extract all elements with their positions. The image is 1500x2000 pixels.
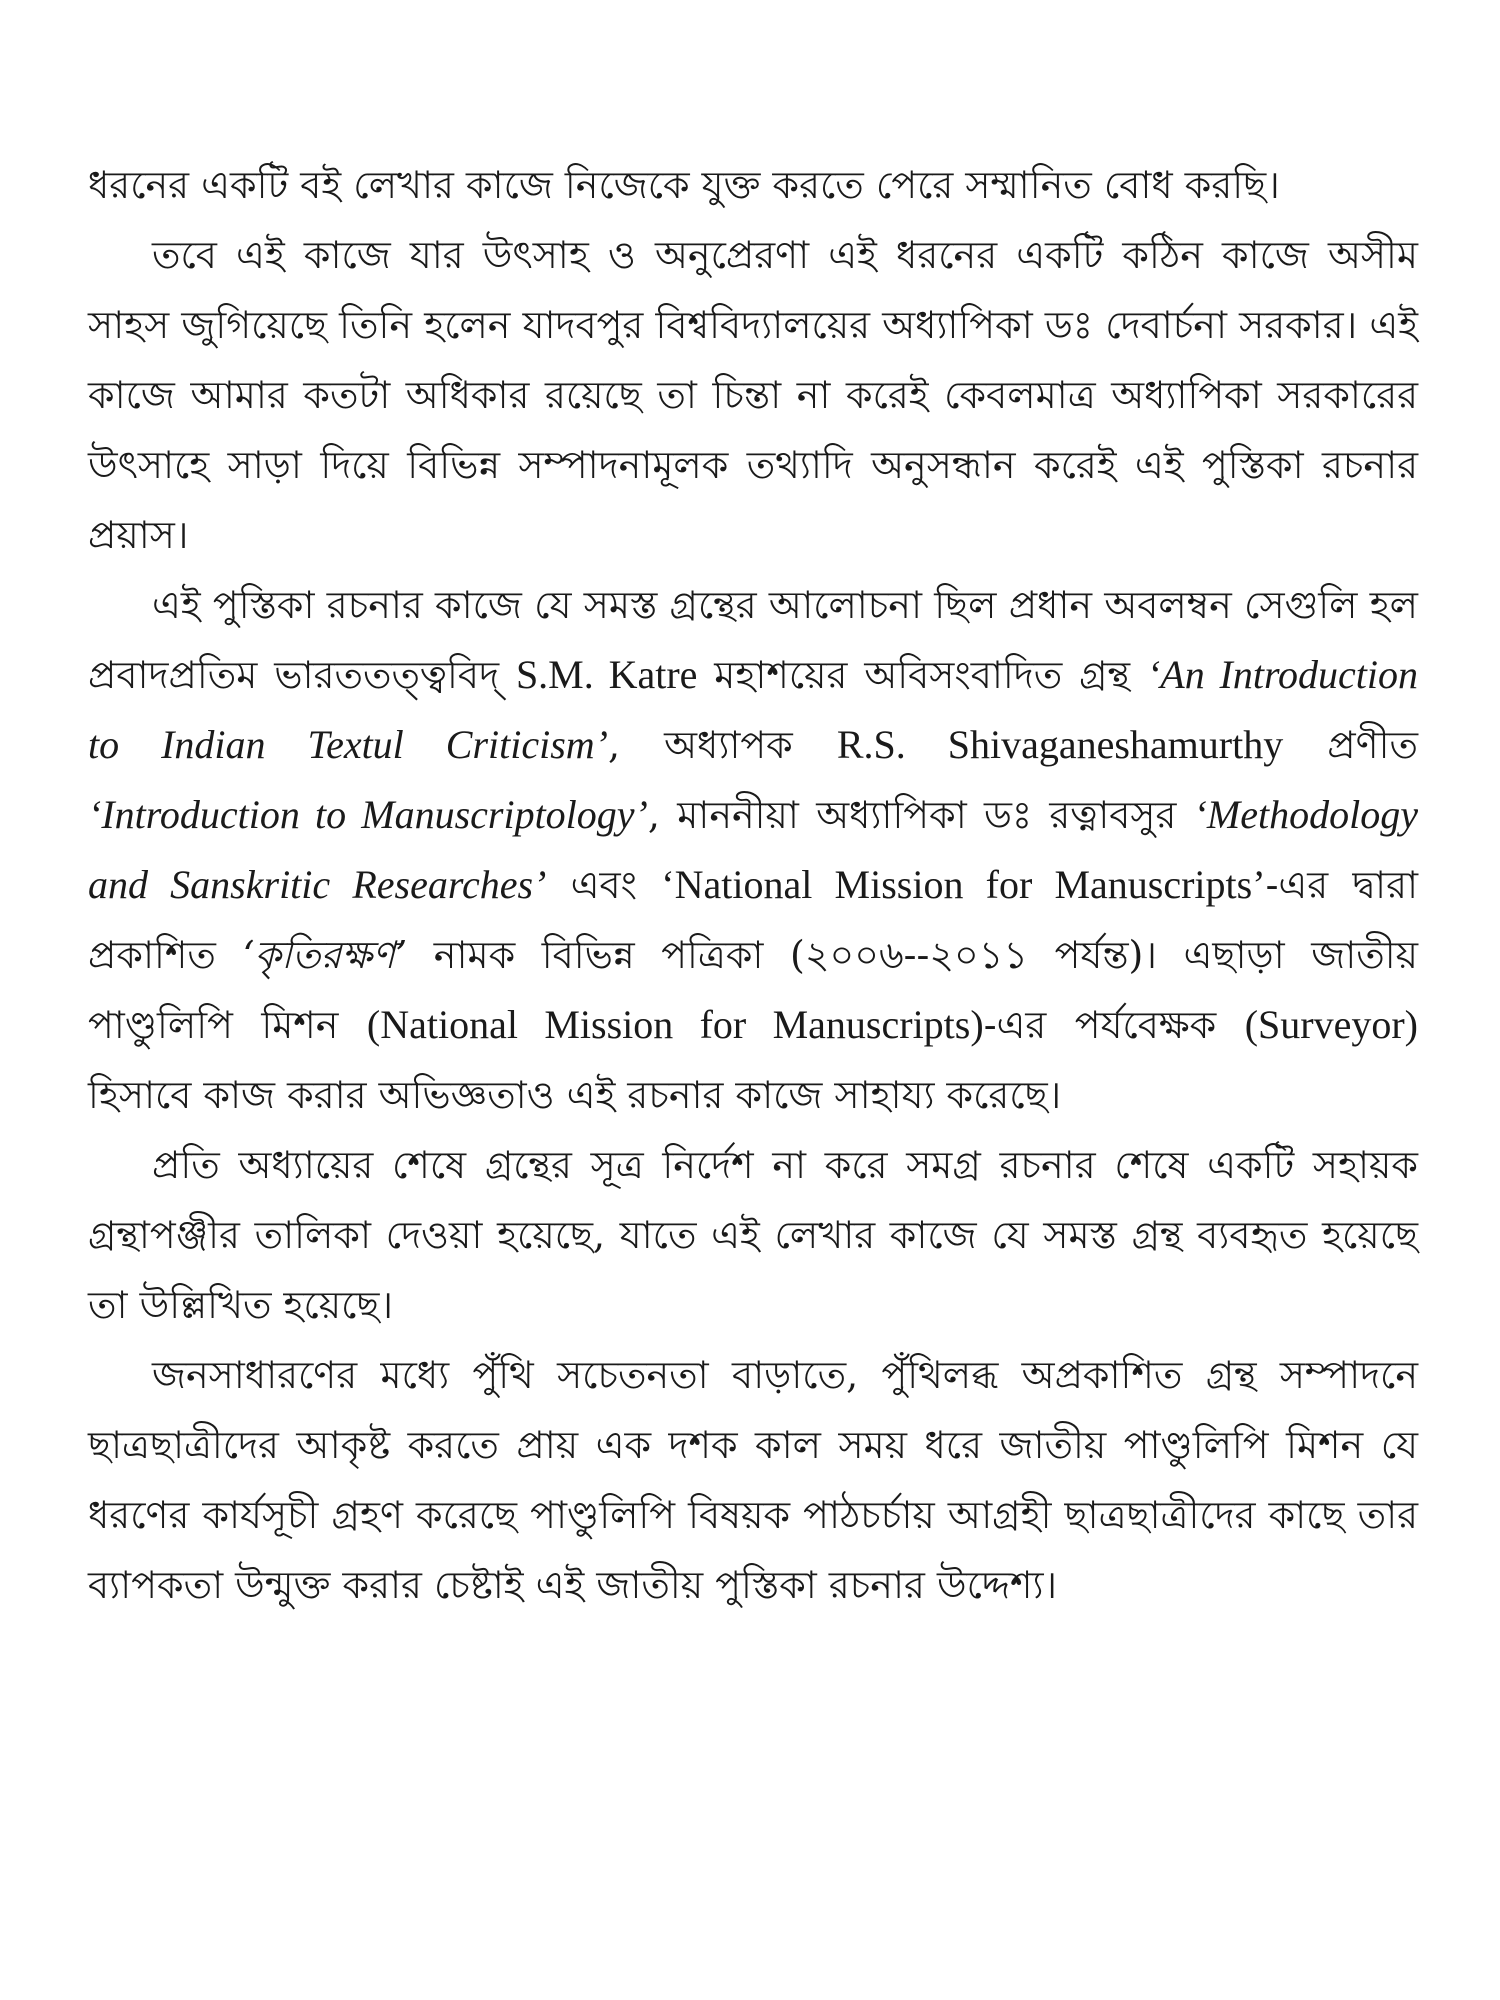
p3-text-13: -এর দ্বারা প্রকাশিত [88, 863, 1419, 977]
p3-text-3: মহাশয়ের অবিসংবাদিত গ্রন্থ [697, 653, 1147, 697]
journal-title-kritirakshan: ‘কৃতিরক্ষণ’ [242, 933, 408, 977]
p3-text-7: প্রণীত [1283, 723, 1418, 767]
paragraph-4: প্রতি অধ্যায়ের শেষে গ্রন্থের সূত্র নির্দেশ না করে সমগ্র রচনার শেষে একটি সহায়ক গ্রন্থাপঞ্জীর তালিকা দেওয়া হয়েছে, যাতে এই লেখার কাজে যে সমস্ত গ্রন্থ ব্যবহৃত হয়েছে তা উল্লিখিত হয়েছে। [88, 1143, 1418, 1327]
org-name-nmm-paren: (National Mission for Manuscripts) [366, 1002, 984, 1047]
p3-text-1: এই পুস্তিকা রচনার কাজে যে সমস্ত গ্রন্থের আলোচনা ছিল প্রধান অবলম্বন সেগুলি হল প্রবাদপ্রতিম ভারততত্ত্ববিদ্ [88, 583, 1418, 697]
paragraph-3 [88, 570, 1418, 1130]
p3-text-17: -এর পর্যবেক্ষক [983, 1003, 1245, 1047]
p3-text-11: এবং [546, 863, 662, 907]
p3-text-15: নামক বিভিন্ন পত্রিকা (২০০৬--২০১১ পর্যন্ত)। এছাড়া জাতীয় পাণ্ডুলিপি মিশন [88, 933, 1418, 1047]
p3-text-9: , মাননীয়া অধ্যাপিকা ডঃ রত্নাবসুর [647, 793, 1194, 837]
paragraph-1: ধরনের একটি বই লেখার কাজে নিজেকে যুক্ত করতে পেরে সম্মানিত বোধ করছি। [88, 163, 1280, 207]
paragraph-5: জনসাধারণের মধ্যে পুঁথি সচেতনতা বাড়াতে, পুঁথিলব্ধ অপ্রকাশিত গ্রন্থ সম্পাদনে ছাত্রছাত্রীদের আকৃষ্ট করতে প্রায় এক দশক কাল সময় ধরে জাতীয় পাণ্ডুলিপি মিশন যে ধরণের কার্যসূচী গ্রহণ করেছে পাণ্ডুলিপি বিষয়ক পাঠচর্চায় আগ্রহী ছাত্রছাত্রীদের কাছে তার ব্যাপকতা উন্মুক্ত করার চেষ্টাই এই জাতীয় পুস্তিকা রচনার উদ্দেশ্য। [88, 1353, 1418, 1607]
book-title-manuscriptology: ‘Introduction to Manuscriptology’ [88, 792, 648, 837]
paragraph-2: তবে এই কাজে যার উৎসাহ ও অনুপ্রেরণা এই ধরনের একটি কঠিন কাজে অসীম সাহস জুগিয়েছে তিনি হলেন যাদবপুর বিশ্ববিদ্যালয়ের অধ্যাপিকা ডঃ দেবার্চনা সরকার। এই কাজে আমার কতটা অধিকার রয়েছে তা চিন্তা না করেই কেবলমাত্র অধ্যাপিকা সরকারের উৎসাহে সাড়া দিয়ে বিভিন্ন সম্পাদনামূলক তথ্যাদি অনুসন্ধান করেই এই পুস্তিকা রচনার প্রয়াস। [88, 233, 1418, 557]
book-title-methodology: ‘Methodology and Sanskritic Researches’ [88, 792, 1418, 907]
book-title-katre: ‘An Introduction to Indian Textul Criticism’ [88, 652, 1419, 767]
body-text [88, 150, 1418, 1620]
author-katre: S.M. Katre [515, 652, 698, 697]
author-shivaganeshamurthy: R.S. Shivaganeshamurthy [836, 722, 1284, 767]
p3-text-19: হিসাবে কাজ করার অভিজ্ঞতাও এই রচনার কাজে সাহায্য করেছে। [88, 1073, 1062, 1117]
p3-text-5: , অধ্যাপক [608, 723, 837, 767]
org-name-nmm: ‘National Mission for Manuscripts’ [661, 862, 1266, 907]
surveyor-term: (Surveyor) [1244, 1002, 1418, 1047]
